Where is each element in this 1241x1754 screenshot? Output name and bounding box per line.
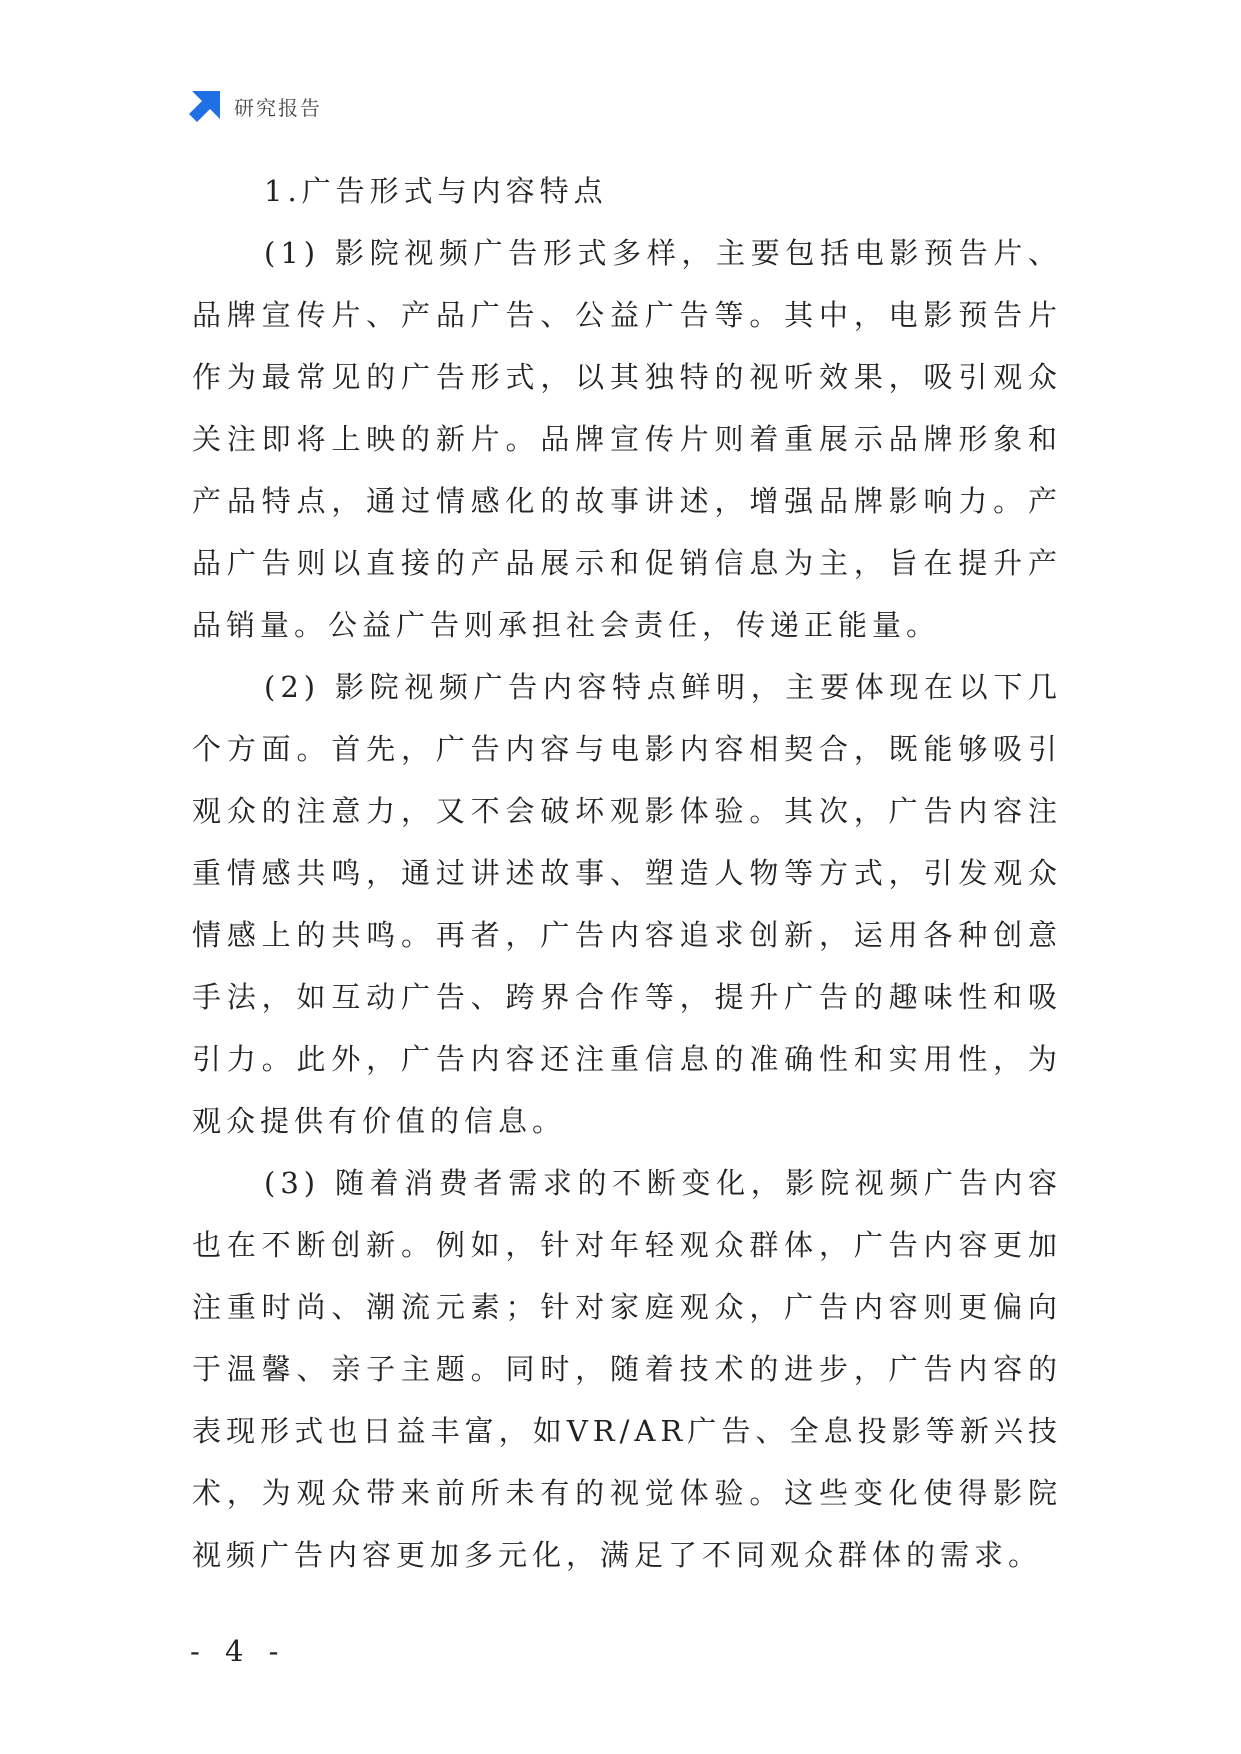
report-header xyxy=(188,88,322,124)
paragraph-1: (1) 影院视频广告形式多样，主要包括电影预告片、品牌宣传片、产品广告、公益广告等。其中，电影预告片作为最常见的广告形式，以其独特的视听效果，吸引观众关注即将上映的新片。品牌宣传片则着重展示品牌形象和产品特点，通过情感化的故事讲述，增强品牌影响力。产品广告则以直接的产品展示和促销信息为主，旨在提升产品销量。公益广告则承担社会责任，传递正能量。 xyxy=(192,236,1062,642)
section-heading: 1.广告形式与内容特点 xyxy=(264,174,608,208)
paragraph-3: (3) 随着消费者需求的不断变化，影院视频广告内容也在不断创新。例如，针对年轻观众群体，广告内容更加注重时尚、潮流元素；针对家庭观众，广告内容则更偏向于温馨、亲子主题。同时，随着技术的进步，广告内容的表现形式也日益丰富，如VR/AR广告、全息投影等新兴技术，为观众带来前所未有的视觉体验。这些变化使得影院视频广告内容更加多元化，满足了不同观众群体的需求。 xyxy=(192,1166,1062,1572)
page-number: - 4 - xyxy=(190,1634,287,1668)
header-title: 研究报告 xyxy=(234,95,322,120)
arrow-up-right-icon xyxy=(188,89,222,123)
paragraph-2: (2) 影院视频广告内容特点鲜明，主要体现在以下几个方面。首先，广告内容与电影内容相契合，既能够吸引观众的注意力，又不会破坏观影体验。其次，广告内容注重情感共鸣，通过讲述故事、塑造人物等方式，引发观众情感上的共鸣。再者，广告内容追求创新，运用各种创意手法，如互动广告、跨界合作等，提升广告的趣味性和吸引力。此外，广告内容还注重信息的准确性和实用性，为观众提供有价值的信息。 xyxy=(192,670,1062,1138)
document-body xyxy=(192,160,1062,1586)
